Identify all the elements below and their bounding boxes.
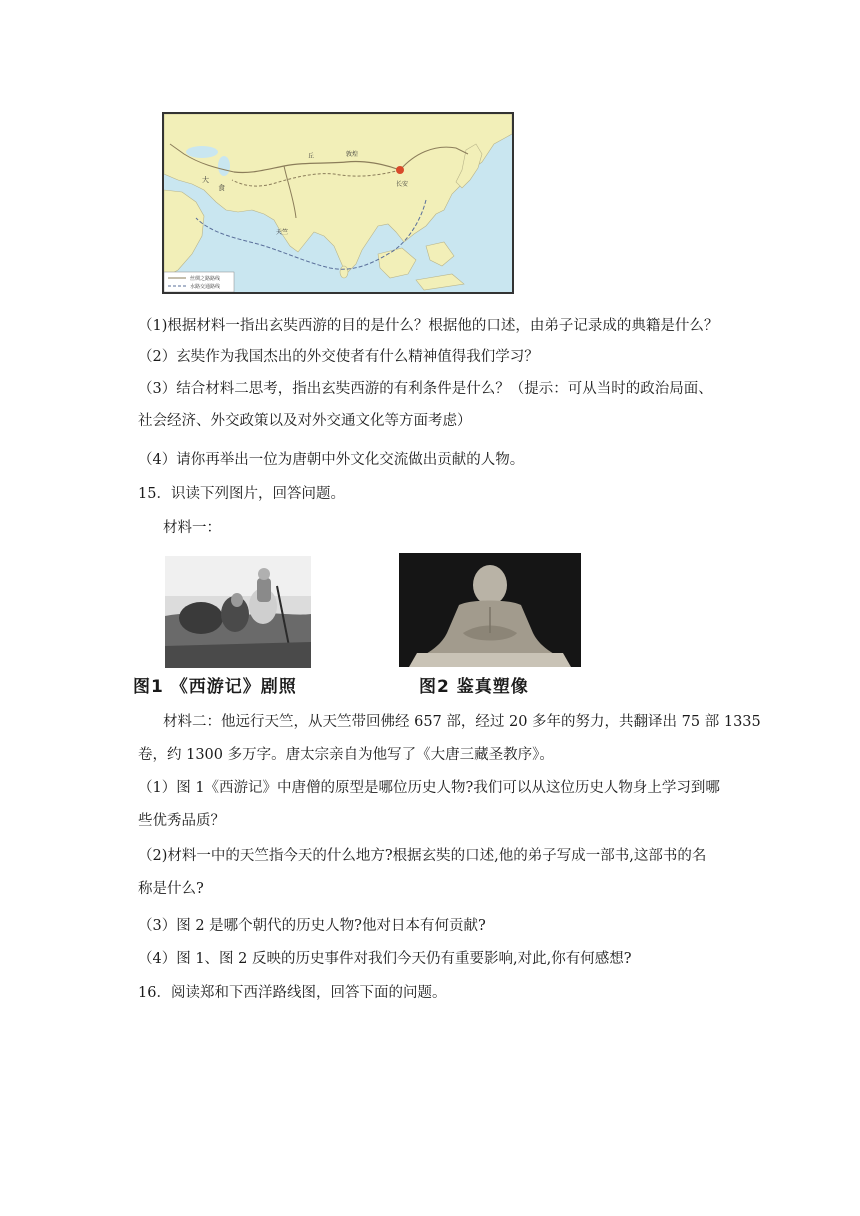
question-15-1: （1）图 1《西游记》中唐僧的原型是哪位历史人物?我们可以从这位历史人物身上学习到哪 xyxy=(138,780,720,796)
map-legend-sea: 水路交通路线 xyxy=(190,284,221,290)
jianzhen-statue-graphic xyxy=(399,553,581,667)
material-2-text-cont: 卷，约 1300 多万字。唐太宗亲自为他写了《大唐三藏圣教序》。 xyxy=(138,747,554,763)
question-15-header: 15．识读下列图片，回答问题。 xyxy=(138,486,345,502)
question-14-2: （2）玄奘作为我国杰出的外交使者有什么精神值得我们学习？ xyxy=(138,349,539,365)
question-14-1: （1)根据材料一指出玄奘西游的目的是什么？根据他的口述，由弟子记录成的典籍是什么？ xyxy=(138,318,719,334)
map-label-changan: 长安 xyxy=(396,181,409,188)
jianzhen-statue-photo xyxy=(399,553,581,667)
material-2-text: 材料二：他远行天竺，从天竺带回佛经 657 部，经过 20 多年的努力，共翻译出 75 部 1335 xyxy=(163,714,761,730)
map-label-da: 大 xyxy=(202,176,209,184)
question-14-3: （3）结合材料二思考，指出玄奘西游的有利条件是什么？（提示：可从当时的政治局面、 xyxy=(138,381,713,397)
question-15-2-cont: 称是什么? xyxy=(138,881,204,897)
material-1-label: 材料一： xyxy=(163,520,221,536)
map-label-qiu: 丘 xyxy=(308,153,315,160)
map-legend-land: 丝绸之路路线 xyxy=(190,276,221,282)
question-15-3: （3）图 2 是哪个朝代的历史人物?他对日本有何贡献? xyxy=(138,918,486,934)
journey-to-west-photo xyxy=(165,556,311,668)
map-label-shi: 食 xyxy=(218,184,225,192)
figure-1-caption: 图1 《西游记》剧照 xyxy=(133,677,297,697)
question-14-3-cont: 社会经济、外交政策以及对外交通文化等方面考虑） xyxy=(138,413,472,429)
question-15-2: （2)材料一中的天竺指今天的什么地方?根据玄奘的口述,他的弟子写成一部书,这部书的名 xyxy=(138,848,707,864)
figure-2-caption: 图2 鉴真塑像 xyxy=(419,677,529,697)
journey-to-west-graphic xyxy=(165,556,311,668)
map-graphic xyxy=(164,114,512,292)
question-16-header: 16．阅读郑和下西洋路线图，回答下面的问题。 xyxy=(138,985,447,1001)
question-14-4: （4）请你再举出一位为唐朝中外文化交流做出贡献的人物。 xyxy=(138,452,525,468)
question-15-1-cont: 些优秀品质？ xyxy=(138,813,225,829)
map-label-tianzhu: 天竺 xyxy=(276,229,289,236)
map-label-dunhuang: 敦煌 xyxy=(346,151,359,158)
xuanzang-route-map xyxy=(162,112,514,294)
question-15-4: （4）图 1、图 2 反映的历史事件对我们今天仍有重要影响,对此,你有何感想? xyxy=(138,951,632,967)
